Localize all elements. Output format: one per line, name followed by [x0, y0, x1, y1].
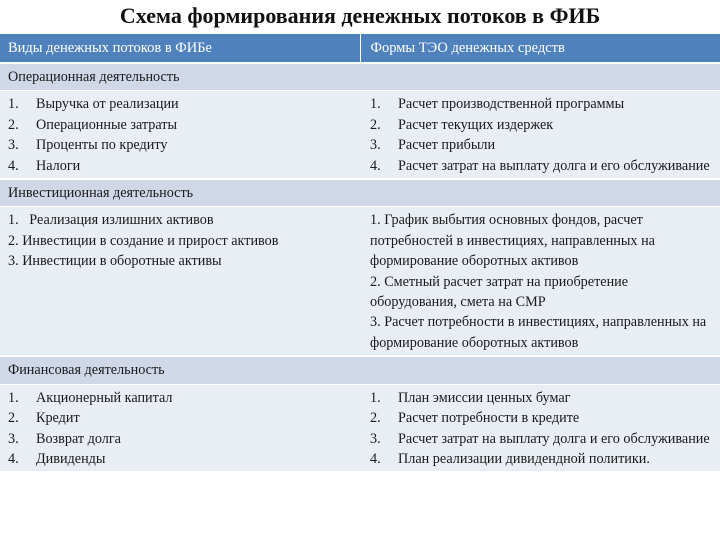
section-title-investing: Инвестиционная деятельность	[0, 179, 720, 207]
list-item: 1. График выбытия основных фондов, расчет потребностей в инвестициях, направленных на формирование оборотных активов	[370, 212, 655, 270]
list-item: 4. План реализации дивидендной политики.	[370, 450, 650, 467]
list-item: 1. Расчет производственной программы	[370, 96, 625, 113]
content-row-operating	[0, 91, 720, 179]
investing-forms-cell	[360, 207, 720, 356]
content-row-financing	[0, 384, 720, 472]
list-item: 2. Кредит	[8, 410, 80, 427]
financing-forms-list	[370, 388, 712, 470]
header-feasibility-forms: Формы ТЭО денежных средств	[360, 34, 720, 63]
list-item: 4. Дивиденды	[8, 450, 106, 467]
list-item: 2. Инвестиции в создание и прирост активов	[8, 232, 279, 249]
list-item: 2. Расчет потребности в кредите	[370, 410, 580, 427]
operating-forms-list	[370, 94, 712, 176]
list-item: 3. Возврат долга	[8, 430, 121, 447]
operating-forms-cell	[360, 91, 720, 179]
list-item: 4. Расчет затрат на выплату долга и его обслуживание	[370, 157, 710, 174]
section-row-financing	[0, 356, 720, 384]
list-item: 3. Инвестиции в оборотные активы	[8, 253, 222, 270]
section-title-financing: Финансовая деятельность	[0, 356, 720, 384]
financing-flows-list	[8, 388, 352, 470]
section-title-operating: Операционная деятельность	[0, 63, 720, 91]
list-item: 3. Расчет прибыли	[370, 137, 496, 154]
content-row-investing	[0, 207, 720, 356]
list-item: 1. Выручка от реализации	[8, 96, 179, 113]
investing-flows-cell	[0, 207, 360, 356]
section-row-operating	[0, 63, 720, 91]
list-item: 3. Проценты по кредиту	[8, 137, 168, 154]
list-item: 4. Налоги	[8, 157, 81, 174]
cash-flow-table	[0, 34, 720, 472]
list-item: 1. План эмиссии ценных бумаг	[370, 389, 571, 406]
list-item: 1. Реализация излишних активов	[8, 212, 214, 229]
list-item: 3. Расчет затрат на выплату долга и его обслуживание	[370, 430, 710, 447]
slide-title: Схема формирования денежных потоков в ФИБ	[119, 3, 601, 28]
list-item: 2. Операционные затраты	[8, 116, 178, 133]
operating-flows-cell	[0, 91, 360, 179]
list-item: 2. Расчет текущих издержек	[370, 116, 554, 133]
section-row-investing	[0, 179, 720, 207]
financing-forms-cell	[360, 384, 720, 472]
financing-flows-cell	[0, 384, 360, 472]
list-item: 3. Расчет потребности в инвестициях, направленных на формирование оборотных активов	[370, 314, 707, 351]
list-item: 1. Акционерный капитал	[8, 389, 173, 406]
operating-flows-list	[8, 94, 352, 176]
table-header-row	[0, 34, 720, 63]
header-cash-flow-types: Виды денежных потоков в ФИБе	[0, 34, 360, 63]
list-item: 2. Сметный расчет затрат на приобретение оборудования, смета на СМР	[370, 273, 629, 311]
